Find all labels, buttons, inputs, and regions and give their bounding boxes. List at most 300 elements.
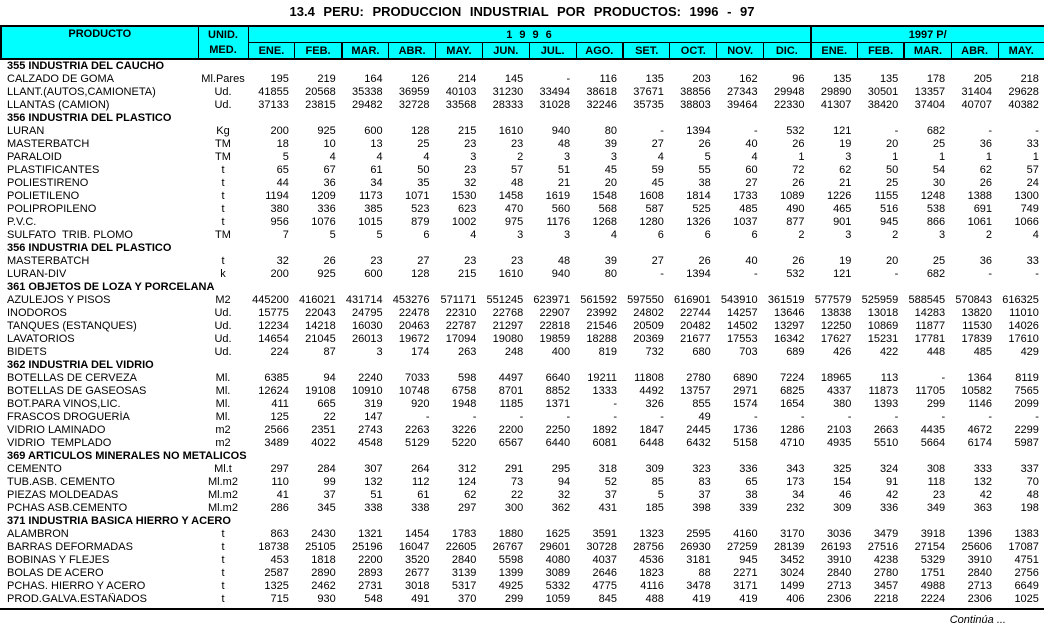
value-cell: 4 xyxy=(329,151,336,163)
value-cell: 5 xyxy=(657,489,664,501)
value-cell: 65 xyxy=(745,476,758,488)
table-row xyxy=(1,593,1044,606)
value-cell: 3 xyxy=(845,229,852,241)
value-cell: 2731 xyxy=(358,580,383,592)
value-cell: 198 xyxy=(1020,502,1039,514)
value-cell: 682 xyxy=(926,125,946,137)
value-cell: 286 xyxy=(270,502,289,514)
value-cell: 4 xyxy=(470,229,477,241)
value-cell: 16030 xyxy=(352,320,383,332)
value-cell: 1396 xyxy=(967,528,993,540)
value-cell: - xyxy=(988,411,993,423)
value-cell: 219 xyxy=(317,73,336,85)
product-name: CALZADO DE GOMA xyxy=(7,73,114,85)
table-row xyxy=(1,294,1044,307)
value-cell: 877 xyxy=(786,216,805,228)
value-cell: 8852 xyxy=(545,385,571,397)
value-cell: 4710 xyxy=(780,437,805,449)
value-cell: 411 xyxy=(271,398,289,410)
table-row xyxy=(1,320,1044,333)
value-cell: 2 xyxy=(798,229,805,241)
value-cell: 20369 xyxy=(633,333,664,345)
value-cell: 164 xyxy=(364,73,383,85)
product-name: MASTERBATCH xyxy=(7,255,90,267)
table-row xyxy=(1,424,1044,437)
product-name: BARRAS DEFORMADAS xyxy=(7,541,133,553)
value-cell: 1880 xyxy=(498,528,524,540)
value-cell: 6640 xyxy=(545,372,571,384)
value-cell: 470 xyxy=(504,203,524,215)
value-cell: 113 xyxy=(880,372,899,384)
product-name: CEMENTO xyxy=(7,463,62,475)
value-cell: 587 xyxy=(645,203,664,215)
value-cell: 23 xyxy=(464,255,477,267)
value-cell: - xyxy=(847,411,852,423)
value-cell: 32 xyxy=(464,177,477,189)
value-cell: 400 xyxy=(551,346,571,358)
value-cell: 38 xyxy=(745,489,758,501)
value-cell: 5332 xyxy=(545,580,571,592)
value-cell: 2890 xyxy=(311,567,336,579)
value-cell: 1185 xyxy=(499,398,524,410)
value-cell: 345 xyxy=(317,502,336,514)
value-cell: 597550 xyxy=(627,294,664,306)
value-cell: 4988 xyxy=(920,580,946,592)
value-cell: 29601 xyxy=(539,541,571,553)
value-cell: 3018 xyxy=(405,580,430,592)
value-cell: 6448 xyxy=(639,437,664,449)
value-cell: 3 xyxy=(517,229,524,241)
value-cell: 940 xyxy=(551,268,571,280)
value-cell: 24802 xyxy=(633,307,664,319)
table-row xyxy=(1,372,1044,385)
unit-cell: Ml.m2 xyxy=(208,489,238,501)
value-cell: 27 xyxy=(745,177,758,189)
value-cell: 1321 xyxy=(358,528,383,540)
value-cell: 19 xyxy=(839,255,852,267)
value-cell: 491 xyxy=(411,593,430,605)
value-cell: 925 xyxy=(317,125,336,137)
value-cell: 59 xyxy=(651,164,664,176)
production-table xyxy=(0,25,1044,606)
month-header: ENE. xyxy=(248,43,295,60)
value-cell: 132 xyxy=(364,476,383,488)
unit-cell: TM xyxy=(215,229,231,241)
value-cell: 224 xyxy=(270,346,289,358)
product-name: BOLAS DE ACERO xyxy=(7,567,104,579)
value-cell: 1076 xyxy=(311,216,336,228)
value-cell: 1061 xyxy=(967,216,993,228)
value-cell: 1548 xyxy=(592,190,617,202)
value-cell: 21297 xyxy=(492,320,524,332)
value-cell: 1499 xyxy=(780,580,805,592)
value-cell: 39464 xyxy=(727,99,758,111)
table-row xyxy=(1,385,1044,398)
value-cell: 431 xyxy=(598,502,617,514)
value-cell: 27154 xyxy=(914,541,946,553)
product-name: BIDETS xyxy=(7,346,47,358)
value-cell: 2840 xyxy=(826,567,852,579)
value-cell: - xyxy=(566,411,571,423)
value-cell: 749 xyxy=(1020,203,1039,215)
value-cell: - xyxy=(425,411,430,423)
value-cell: 1 xyxy=(798,151,805,163)
value-cell: 40382 xyxy=(1008,99,1039,111)
value-cell: 3910 xyxy=(826,554,852,566)
value-cell: 31404 xyxy=(961,86,993,98)
value-cell: 318 xyxy=(598,463,617,475)
value-cell: 28139 xyxy=(773,541,805,553)
value-cell: 31028 xyxy=(539,99,571,111)
value-cell: 4 xyxy=(751,151,758,163)
value-cell: 975 xyxy=(504,216,524,228)
value-cell: 5129 xyxy=(405,437,430,449)
value-cell: 23 xyxy=(464,138,477,150)
value-cell: 31230 xyxy=(492,86,524,98)
value-cell: 45 xyxy=(604,164,617,176)
value-cell: 426 xyxy=(833,346,852,358)
value-cell: 38420 xyxy=(867,99,899,111)
value-cell: 22043 xyxy=(305,307,336,319)
value-cell: 4 xyxy=(376,151,383,163)
value-cell: 2240 xyxy=(358,372,383,384)
value-cell: 866 xyxy=(926,216,946,228)
value-cell: 551245 xyxy=(486,294,524,306)
value-cell: 1194 xyxy=(265,190,289,202)
value-cell: 6 xyxy=(423,229,430,241)
value-cell: 215 xyxy=(458,125,477,137)
year-header-1996: 1996 xyxy=(248,26,811,43)
value-cell: 39 xyxy=(604,255,617,267)
table-row xyxy=(1,86,1044,99)
value-cell: 37671 xyxy=(633,86,664,98)
value-cell: 27343 xyxy=(727,86,758,98)
value-cell: 616901 xyxy=(674,294,711,306)
table-row xyxy=(1,580,1044,593)
value-cell: 34 xyxy=(370,177,383,189)
value-cell: 2250 xyxy=(545,424,571,436)
value-cell: 23815 xyxy=(305,99,336,111)
value-cell: 135 xyxy=(879,73,899,85)
month-header: FEB. xyxy=(295,43,342,60)
value-cell: 300 xyxy=(504,502,524,514)
value-cell: 19080 xyxy=(492,333,524,345)
value-cell: 307 xyxy=(364,463,383,475)
value-cell: 41 xyxy=(276,489,289,501)
value-cell: 46 xyxy=(839,489,852,501)
value-cell: 2 xyxy=(892,229,899,241)
value-cell: 6 xyxy=(704,229,711,241)
value-cell: 8701 xyxy=(498,385,524,397)
unit-cell: t xyxy=(221,580,225,592)
value-cell: 20482 xyxy=(680,320,711,332)
value-cell: 2 xyxy=(985,229,993,241)
value-cell: 4435 xyxy=(920,424,946,436)
value-cell: 37404 xyxy=(914,99,946,111)
table-row xyxy=(1,463,1044,476)
value-cell: 27259 xyxy=(727,541,758,553)
value-cell: 22768 xyxy=(492,307,524,319)
value-cell: 5 xyxy=(329,229,336,241)
value-cell: 14654 xyxy=(258,333,289,345)
section-header: 369 ARTICULOS MINERALES NO METALICOS xyxy=(7,450,247,462)
value-cell: 362 xyxy=(551,502,571,514)
value-cell: 20 xyxy=(886,255,899,267)
value-cell: 62 xyxy=(979,164,993,176)
value-cell: 1025 xyxy=(1014,593,1039,605)
value-cell: 57 xyxy=(511,164,524,176)
value-cell: 538 xyxy=(926,203,946,215)
value-cell: 1015 xyxy=(358,216,383,228)
value-cell: 23 xyxy=(932,489,946,501)
value-cell: - xyxy=(566,73,571,85)
value-cell: 4925 xyxy=(498,580,524,592)
value-cell: 600 xyxy=(364,125,383,137)
value-cell: 448 xyxy=(926,346,946,358)
value-cell: 33568 xyxy=(445,99,477,111)
value-cell: 72 xyxy=(792,164,805,176)
value-cell: 12234 xyxy=(258,320,289,332)
value-cell: 577579 xyxy=(814,294,852,306)
unit-label-line2: MED. xyxy=(209,43,237,56)
value-cell: 349 xyxy=(926,502,946,514)
value-cell: 61 xyxy=(417,489,430,501)
value-cell: 1333 xyxy=(592,385,617,397)
table-row xyxy=(1,346,1044,359)
value-cell: 21677 xyxy=(680,333,711,345)
unit-cell: t xyxy=(221,255,225,267)
value-cell: 11530 xyxy=(962,320,993,332)
value-cell: 2306 xyxy=(967,593,993,605)
table-row xyxy=(1,489,1044,502)
section-header: 361 OBJETOS DE LOZA Y PORCELANA xyxy=(7,281,215,293)
value-cell: 1619 xyxy=(545,190,571,202)
value-cell: 1610 xyxy=(498,125,524,137)
value-cell: 4116 xyxy=(640,580,664,592)
value-cell: 14257 xyxy=(727,307,758,319)
table-row xyxy=(1,554,1044,567)
value-cell: 2263 xyxy=(405,424,430,436)
value-cell: 15231 xyxy=(867,333,899,345)
value-cell: 665 xyxy=(317,398,336,410)
value-cell: 16047 xyxy=(398,541,430,553)
value-cell: 319 xyxy=(364,398,383,410)
value-cell: 1458 xyxy=(498,190,524,202)
value-cell: 200 xyxy=(270,125,289,137)
value-cell: 2200 xyxy=(358,554,383,566)
value-cell: 25105 xyxy=(305,541,336,553)
value-cell: 22605 xyxy=(445,541,477,553)
value-cell: - xyxy=(660,125,664,137)
value-cell: 65 xyxy=(276,164,289,176)
product-name: ALAMBRON xyxy=(7,528,69,540)
product-name: PCHAS ASB.CEMENTO xyxy=(7,502,128,514)
table-row xyxy=(1,125,1044,138)
value-cell: 532 xyxy=(786,125,805,137)
value-cell: 1323 xyxy=(639,528,664,540)
value-cell: 1248 xyxy=(920,190,946,202)
value-cell: 3226 xyxy=(451,424,477,436)
value-cell: 2595 xyxy=(686,528,711,540)
value-cell: 5 xyxy=(376,229,383,241)
value-cell: 4080 xyxy=(545,554,571,566)
value-cell: 27 xyxy=(651,138,664,150)
product-name: POLIESTIRENO xyxy=(7,177,89,189)
value-cell: 1268 xyxy=(592,216,617,228)
value-cell: 36 xyxy=(323,177,336,189)
unit-cell: Kg xyxy=(216,125,230,137)
value-cell: 6890 xyxy=(733,372,758,384)
value-cell: 3170 xyxy=(780,528,805,540)
unit-cell: t xyxy=(221,177,225,189)
value-cell: 598 xyxy=(458,372,477,384)
value-cell: 26013 xyxy=(352,333,383,345)
value-cell: 40707 xyxy=(961,99,993,111)
value-cell: 3171 xyxy=(733,580,758,592)
value-cell: 1 xyxy=(892,151,899,163)
value-cell: 2099 xyxy=(1014,398,1039,410)
table-row xyxy=(1,99,1044,112)
value-cell: 1818 xyxy=(311,554,336,566)
value-cell: 10582 xyxy=(961,385,993,397)
value-cell: 87 xyxy=(323,346,336,358)
unit-cell: t xyxy=(221,164,225,176)
value-cell: 516 xyxy=(879,203,899,215)
value-cell: 83 xyxy=(698,476,711,488)
value-cell: 2893 xyxy=(358,567,383,579)
unit-cell: Ml. xyxy=(215,411,231,423)
table-row xyxy=(1,229,1044,242)
product-name: POLIPROPILENO xyxy=(7,203,97,215)
value-cell: 623 xyxy=(458,203,477,215)
value-cell: 568 xyxy=(598,203,617,215)
value-cell: 715 xyxy=(270,593,289,605)
value-cell: 20 xyxy=(886,138,899,150)
unit-cell: k xyxy=(220,268,226,280)
value-cell: 732 xyxy=(645,346,664,358)
value-cell: 3452 xyxy=(780,554,805,566)
value-cell: 2587 xyxy=(264,567,289,579)
value-cell: 33 xyxy=(1026,255,1039,267)
value-cell: 24795 xyxy=(352,307,383,319)
value-cell: 94 xyxy=(323,372,336,384)
page-title: 13.4 PERU: PRODUCCION INDUSTRIAL POR PRODUCTOS: 1996 - 97 xyxy=(289,4,755,19)
value-cell: 1393 xyxy=(873,398,899,410)
value-cell: 25606 xyxy=(961,541,993,553)
value-cell: 36 xyxy=(979,138,993,150)
value-cell: 4337 xyxy=(826,385,852,397)
unit-cell: t xyxy=(221,190,225,202)
product-name: FRASCOS DROGUERÍA xyxy=(7,411,130,423)
value-cell: 299 xyxy=(504,593,524,605)
value-cell: 7033 xyxy=(405,372,430,384)
value-cell: 62 xyxy=(464,489,477,501)
section-header: 356 INDUSTRIA DEL PLASTICO xyxy=(7,242,172,254)
value-cell: 73 xyxy=(511,476,524,488)
value-cell: 36 xyxy=(979,255,993,267)
value-cell: 3520 xyxy=(405,554,430,566)
value-cell: 62 xyxy=(839,164,852,176)
value-cell: 925 xyxy=(317,268,336,280)
value-cell: 48 xyxy=(557,255,571,267)
value-cell: 490 xyxy=(786,203,805,215)
value-cell: 6 xyxy=(657,229,664,241)
value-cell: 19108 xyxy=(305,385,336,397)
value-cell: - xyxy=(753,268,758,280)
month-header: OCT. xyxy=(670,43,717,60)
year-header-1997: 1997 P/ xyxy=(811,26,1044,43)
section-header: 362 INDUSTRIA DEL VIDRIO xyxy=(7,359,154,371)
value-cell: 26 xyxy=(698,138,711,150)
value-cell: 429 xyxy=(1020,346,1039,358)
value-cell: 3139 xyxy=(451,567,477,579)
value-cell: 1 xyxy=(985,151,993,163)
value-cell: 1383 xyxy=(1014,528,1039,540)
value-cell: 336 xyxy=(739,463,758,475)
value-cell: 295 xyxy=(551,463,571,475)
value-cell: - xyxy=(800,411,805,423)
value-cell: 1176 xyxy=(546,216,571,228)
value-cell: 203 xyxy=(692,73,711,85)
value-cell: - xyxy=(1035,411,1039,423)
value-cell: 26193 xyxy=(820,541,852,553)
value-cell: 112 xyxy=(411,476,430,488)
value-cell: 2445 xyxy=(686,424,711,436)
value-cell: 4160 xyxy=(733,528,758,540)
value-cell: 10910 xyxy=(352,385,383,397)
value-cell: 118 xyxy=(927,476,946,488)
value-cell: 128 xyxy=(411,125,430,137)
value-cell: 57 xyxy=(1026,164,1039,176)
table-row xyxy=(1,138,1044,151)
value-cell: 264 xyxy=(411,463,430,475)
product-name: INODOROS xyxy=(7,307,67,319)
unit-cell: t xyxy=(221,528,225,540)
value-cell: 680 xyxy=(692,346,711,358)
value-cell: 30501 xyxy=(867,86,899,98)
value-cell: 2200 xyxy=(498,424,524,436)
value-cell: 1089 xyxy=(780,190,805,202)
value-cell: 385 xyxy=(364,203,383,215)
value-cell: 23 xyxy=(511,138,524,150)
value-cell: - xyxy=(519,411,524,423)
value-cell: 1173 xyxy=(358,190,383,202)
product-name: PIEZAS MOLDEADAS xyxy=(7,489,119,501)
value-cell: 13757 xyxy=(680,385,711,397)
value-cell: 623971 xyxy=(533,294,571,306)
value-cell: 336 xyxy=(317,203,336,215)
value-cell: 380 xyxy=(833,398,852,410)
value-cell: 24 xyxy=(1026,177,1039,189)
value-cell: 4 xyxy=(423,151,430,163)
value-cell: 48 xyxy=(557,138,571,150)
value-cell: 561592 xyxy=(580,294,617,306)
value-cell: 3591 xyxy=(592,528,617,540)
value-cell: 4 xyxy=(1032,229,1039,241)
value-cell: 1226 xyxy=(826,190,852,202)
value-cell: 11010 xyxy=(1009,307,1039,319)
value-cell: 920 xyxy=(411,398,430,410)
value-cell: 2971 xyxy=(733,385,758,397)
value-cell: 1574 xyxy=(733,398,758,410)
value-cell: 3478 xyxy=(686,580,711,592)
unit-cell: TM xyxy=(215,151,231,163)
value-cell: 13646 xyxy=(773,307,805,319)
product-name: PCHAS. HIERRO Y ACERO xyxy=(7,580,146,592)
value-cell: 25 xyxy=(932,138,946,150)
value-cell: 110 xyxy=(271,476,289,488)
value-cell: 4238 xyxy=(873,554,899,566)
